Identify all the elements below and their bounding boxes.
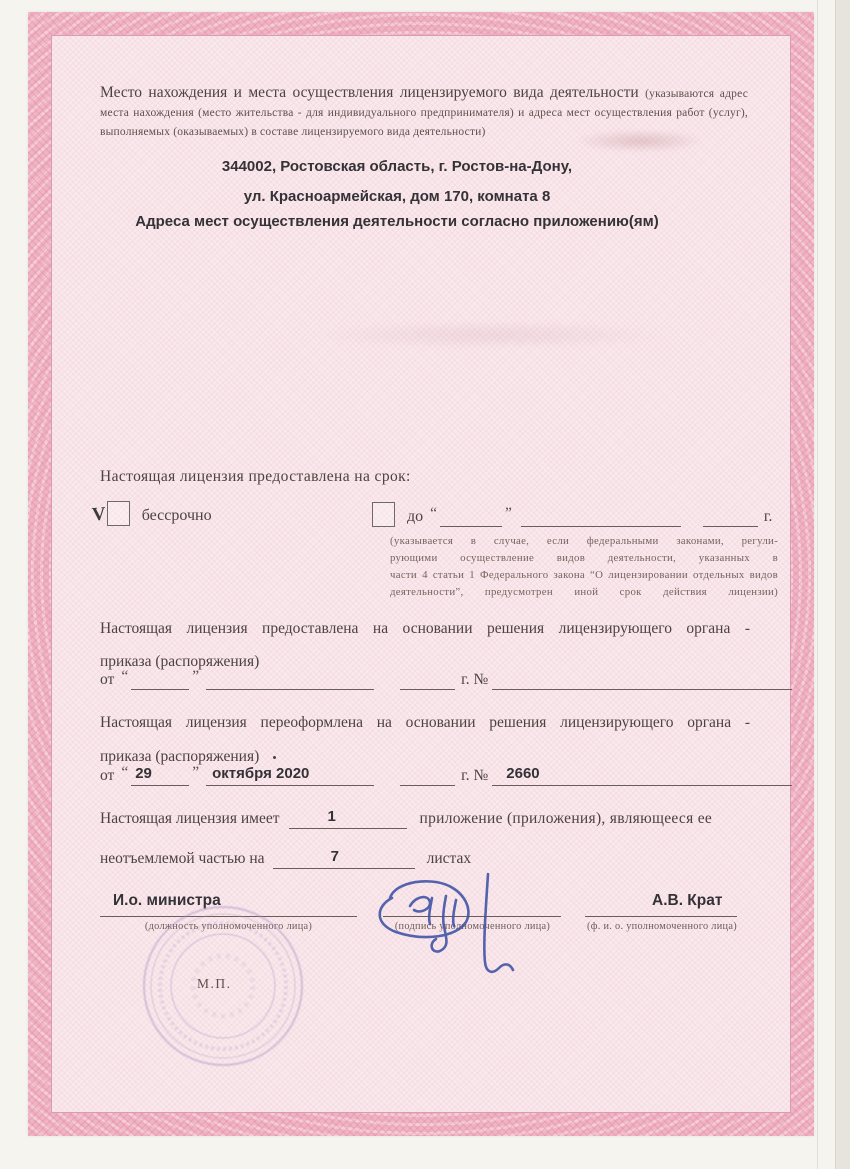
round-stamp — [133, 898, 313, 1073]
attachments-sheets-value: 7 — [330, 848, 339, 865]
reissued-from-row — [100, 760, 792, 786]
name-caption: (ф. и. о. уполномоченного лица) — [587, 921, 737, 932]
attachments-text1: Настоящая лицензия имеет — [100, 810, 280, 827]
term-note-line: (указывается в случае, если федеральными законами, регули- — [390, 535, 778, 547]
granted-basis-line2: приказа (распоряжения) — [100, 653, 260, 670]
attachments-text2: приложение (приложения), являющееся ее — [419, 810, 713, 827]
name-line — [585, 916, 737, 917]
reissued-number-blank — [492, 765, 792, 786]
reissued-number-label: г. № — [461, 767, 489, 784]
granted-month-blank — [206, 669, 374, 690]
granted-from-label: от — [100, 671, 115, 688]
term-note-line: части 4 статьи 1 Федерального закона “О лицензировании отдельных видов — [390, 569, 778, 581]
position-caption: (должность уполномоченного лица) — [144, 921, 313, 932]
seal-place-label: М.П. — [197, 976, 232, 991]
until-option — [372, 501, 776, 527]
granted-number-label: г. № — [461, 671, 489, 688]
attachments-count-value: 1 — [327, 808, 336, 825]
signer-position: И.о. министра — [113, 892, 221, 909]
until-checkbox — [372, 502, 395, 527]
address-line-1: 344002, Ростовская область, г. Ростов-на-Дону, — [221, 158, 573, 175]
granted-from-row — [100, 664, 792, 690]
attachments-count-blank — [289, 808, 407, 829]
until-year-suffix: г. — [763, 508, 773, 525]
perpetual-option — [92, 501, 216, 526]
close-quote: ” — [192, 668, 200, 685]
signer-name: А.В. Крат — [652, 892, 723, 909]
reissued-month-value: октября 2020 — [212, 765, 310, 782]
checkbox-vmark: V — [91, 503, 107, 526]
term-note-line: деятельности”, предусмотрен иной срок действия лицензии) — [390, 586, 778, 598]
attachments-text4: листах — [426, 850, 472, 867]
reissued-day-value: 29 — [135, 765, 152, 782]
handwritten-signature — [358, 858, 533, 1003]
until-label: до — [407, 508, 424, 525]
until-day-blank — [440, 506, 502, 527]
sign-caption: (подпись уполномоченного лица) — [394, 921, 551, 932]
until-month-blank — [521, 506, 681, 527]
granted-day-blank — [131, 669, 189, 690]
reissued-day-blank — [131, 765, 189, 786]
address-line-2: ул. Красноармейская, дом 170, комната 8 — [243, 188, 551, 205]
granted-basis-line1: Настоящая лицензия предоставлена на основании решения лицензирующего органа - — [100, 620, 750, 637]
ink-dot — [273, 756, 276, 759]
close-quote: ” — [505, 505, 512, 522]
location-clause — [100, 84, 748, 141]
granted-year-blank — [400, 669, 455, 690]
open-quote: “ — [121, 668, 129, 685]
perpetual-label: бессрочно — [141, 507, 212, 524]
term-label: Настоящая лицензия предоставлена на срок: — [100, 468, 411, 485]
granted-number-blank — [492, 669, 792, 690]
location-clause-note: (указываются адрес места нахождения (место жительства - для индивидуального предпринимателя) и адреса мест осуществления работ (услуг), выполняемых (оказываемых) в составе лицензируемого вида деятельности) — [100, 88, 749, 138]
reissued-basis-line2-text: приказа (распоряжения) — [100, 748, 260, 765]
reissued-year-blank — [400, 765, 455, 786]
location-clause-main: Место нахождения и места осуществления лицензируемого вида деятельности — [100, 84, 639, 101]
open-quote: “ — [121, 764, 129, 781]
attachments-row-1 — [100, 808, 716, 829]
reissued-month-blank — [206, 765, 374, 786]
until-year-blank — [703, 506, 758, 527]
attachments-text3: неотъемлемой частью на — [100, 850, 265, 867]
reissued-from-label: от — [100, 767, 115, 784]
close-quote: ” — [192, 764, 200, 781]
reissued-basis-line1: Настоящая лицензия переоформлена на основании решения лицензирующего органа - — [100, 714, 750, 731]
term-note-line: рующими осуществление видов деятельности, указанных в — [390, 552, 778, 564]
term-note — [390, 533, 778, 601]
open-quote: “ — [430, 505, 438, 522]
address-line-3: Адреса мест осуществления деятельности согласно приложению(ям) — [135, 213, 659, 230]
reissued-number-value: 2660 — [506, 765, 540, 782]
perpetual-checkbox — [107, 501, 130, 526]
